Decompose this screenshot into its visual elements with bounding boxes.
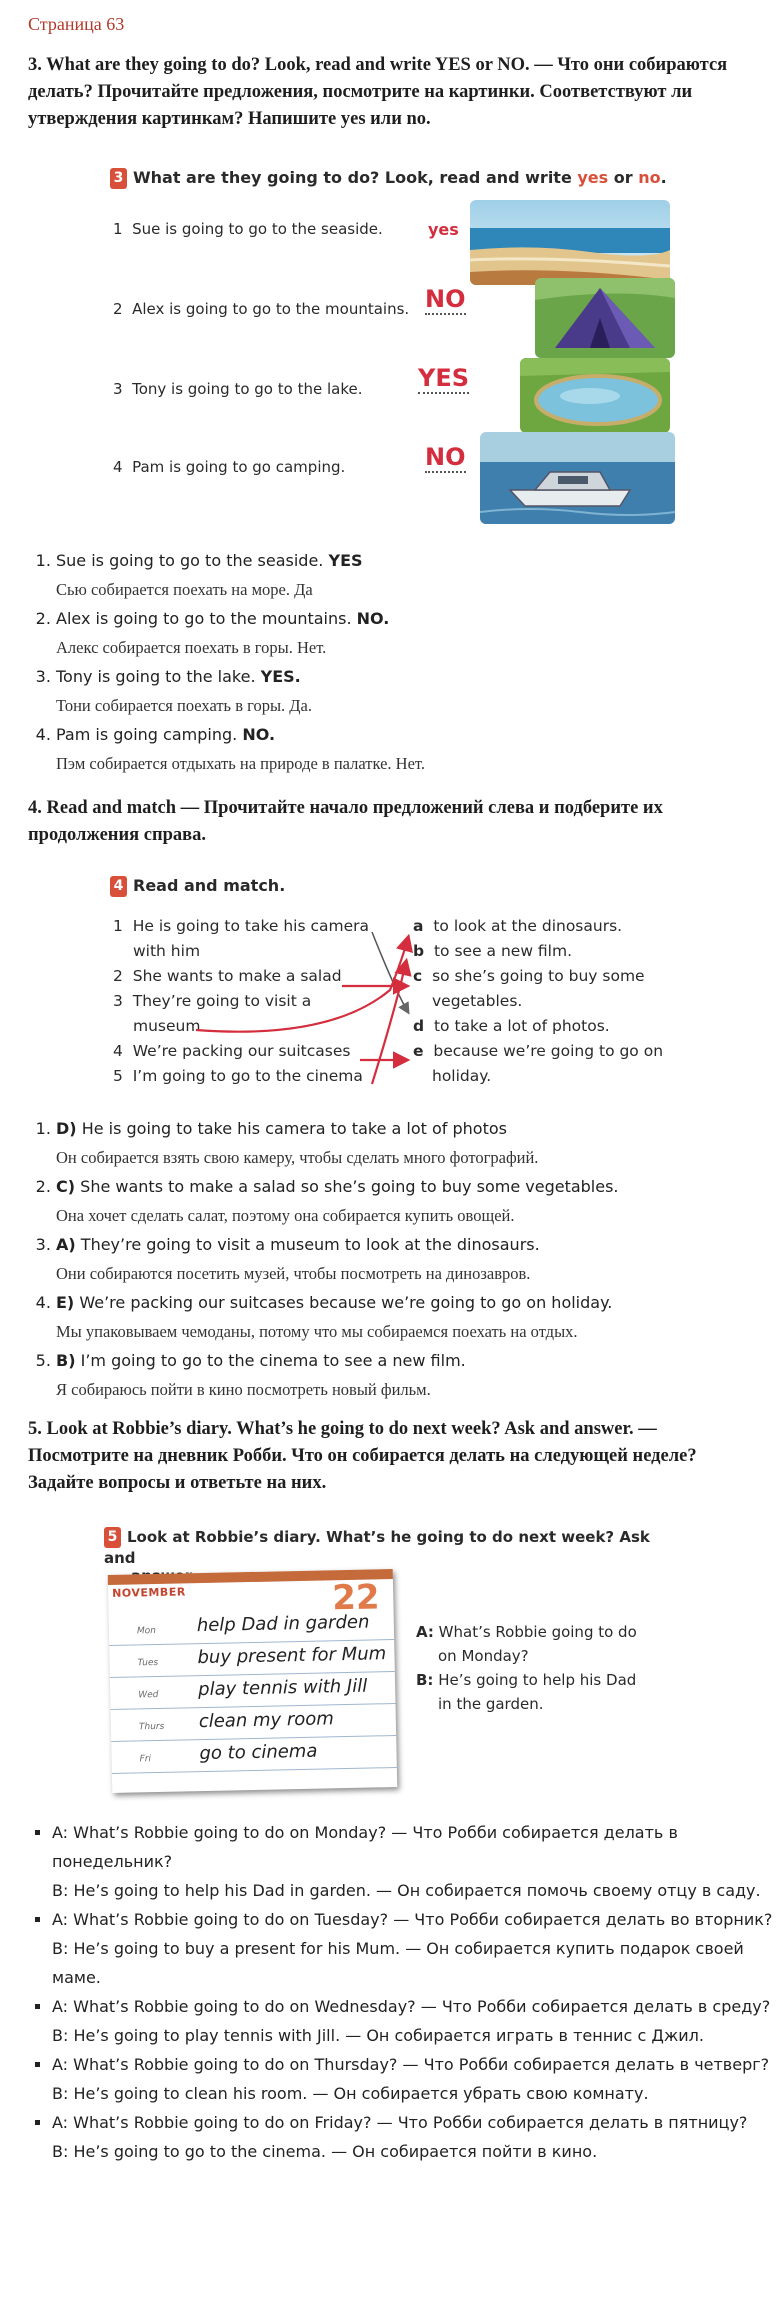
match-right-b: b to see a new film. bbox=[413, 942, 573, 960]
list-item: 5. B) I’m going to go to the cinema to see a new film. Я собираюсь пойти в кино посмотреть новый фильм. bbox=[56, 1346, 781, 1404]
match-right-column: a to look at the dinosaurs. b to see a new film. c so she’s going to buy some vegetables. d to take a lot of photos. e because we’re going to go on holiday. bbox=[413, 914, 683, 1089]
ex3-box-title: 3 What are they going to do? Look, read and write yes or no. bbox=[110, 168, 670, 189]
ex5-box-title: 5 Look at Robbie’s diary. What’s he going to do next week? Ask and bbox=[104, 1528, 650, 1567]
ex3-answer-3: YES bbox=[418, 364, 470, 392]
list-item: 2. Alex is going to go to the mountains. NO. Алекс собирается поехать в горы. Нет. bbox=[56, 604, 776, 662]
diary-row-thurs: Thurs clean my room bbox=[111, 1705, 397, 1742]
list-item: 4. E) We’re packing our suitcases because we’re going to go on holiday. Мы упаковываем чемоданы, потому что мы собираемся поехать на отдых. bbox=[56, 1288, 781, 1346]
list-item: ▪ A: What’s Robbie going to do on Monday? — Что Робби собирается делать в понедельник? B: He’s going to help his Dad in garden. — Он собирается помочь своему отцу в саду. bbox=[52, 1818, 781, 1905]
dialog-a: A: What’s Robbie going to do bbox=[416, 1623, 637, 1641]
list-item: ▪ A: What’s Robbie going to do on Thursday? — Что Робби собирается делать в четверг? B: He’s going to clean his room. — Он собирается убрать свою комнату. bbox=[52, 2050, 781, 2108]
diary-row-fri: Fri go to cinema bbox=[111, 1737, 397, 1774]
match-left-column: 1 He is going to take his camera with him 2 She wants to make a salad 3 They’re going to visit a museum 4 We’re packing our suitcases 5 I’m going to go to the cinema bbox=[113, 914, 383, 1089]
match-left-5: 5 I’m going to go to the cinema bbox=[113, 1067, 363, 1085]
ex5-dialog: A: What’s Robbie going to do on Monday? B: He’s going to help his Dad in the garden. bbox=[416, 1620, 676, 1716]
match-right-c: c so she’s going to buy some bbox=[413, 967, 645, 985]
ex3-item-4: 4 Pam is going to go camping. bbox=[113, 458, 346, 476]
list-item: 3. Tony is going to the lake. YES. Тони собирается поехать в горы. Да. bbox=[56, 662, 776, 720]
list-item: 1. Sue is going to go to the seaside. YES Сью собирается поехать на море. Да bbox=[56, 546, 776, 604]
match-right-d: d to take a lot of photos. bbox=[413, 1017, 610, 1035]
match-right-e: e because we’re going to go on bbox=[413, 1042, 664, 1060]
list-item: 1. D) He is going to take his camera to take a lot of photos Он собирается взять свою камеру, чтобы сделать много фотографий. bbox=[56, 1114, 781, 1172]
page-label: Страница 63 bbox=[28, 14, 125, 34]
ex3-item-1: 1 Sue is going to go to the seaside. bbox=[113, 220, 383, 238]
ex4-heading: 4. Read and match — Прочитайте начало предложений слева и подберите их продолжения справа. bbox=[28, 798, 663, 845]
match-arrows bbox=[0, 0, 781, 1100]
diary-row-wed: Wed play tennis with Jill bbox=[110, 1673, 396, 1710]
ex5-answer-list bbox=[26, 1818, 781, 2166]
match-left-3: 3 They’re going to visit a bbox=[113, 992, 312, 1010]
ex3-answer-2: NO bbox=[425, 285, 466, 313]
ex5-number-badge: 5 bbox=[104, 1527, 121, 1548]
diary-row-mon: Mon help Dad in garden bbox=[109, 1609, 395, 1646]
ex3-heading: 3. What are they going to do? Look, read and write YES or NO. — Что они собираются делать? Прочитайте предложения, посмотрите на картинки. Соответствуют ли утверждения картинкам? Напишите yes или no. bbox=[28, 55, 728, 129]
list-item: 3. A) They’re going to visit a museum to look at the dinosaurs. Они собираются посетить музей, чтобы посмотреть на динозавров. bbox=[56, 1230, 781, 1288]
ex3-answer-4: NO bbox=[425, 443, 466, 471]
ex3-number-badge: 3 bbox=[110, 168, 127, 189]
match-right-a: a to look at the dinosaurs. bbox=[413, 917, 623, 935]
list-item: 2. C) She wants to make a salad so she’s going to buy some vegetables. Она хочет сделать салат, поэтому она собирается купить овощей. bbox=[56, 1172, 781, 1230]
match-left-4: 4 We’re packing our suitcases bbox=[113, 1042, 351, 1060]
diary-month: NOVEMBER bbox=[111, 1585, 186, 1600]
diary-row-tues: Tues buy present for Mum bbox=[109, 1641, 395, 1678]
list-item: ▪ A: What’s Robbie going to do on Tuesday? — Что Робби собирается делать во вторник? B: He’s going to buy a present for his Mum. — Он собирается купить подарок своей маме. bbox=[52, 1905, 781, 1992]
match-left-1: 1 He is going to take his camera bbox=[113, 917, 369, 935]
ex3-answer-1: yes bbox=[428, 220, 459, 239]
ex3-item-2: 2 Alex is going to go to the mountains. bbox=[113, 300, 410, 318]
ex4-number-badge: 4 bbox=[110, 876, 127, 897]
list-item: 4. Pam is going camping. NO. Пэм собирается отдыхать на природе в палатке. Нет. bbox=[56, 720, 776, 778]
dialog-b: B: He’s going to help his Dad bbox=[416, 1671, 637, 1689]
ex4-box-title: 4 Read and match. bbox=[110, 876, 285, 897]
match-left-2: 2 She wants to make a salad bbox=[113, 967, 342, 985]
ex3-item-3: 3 Tony is going to go to the lake. bbox=[113, 380, 363, 398]
ex4-answer-list bbox=[30, 1114, 781, 1404]
ex5-heading: 5. Look at Robbie’s diary. What’s he going to do next week? Ask and answer. — Посмотрите на дневник Робби. Что он собирается делать на следующей неделе? Задайте вопросы и ответьте на них. bbox=[28, 1419, 697, 1493]
list-item: ▪ A: What’s Robbie going to do on Wednesday? — Что Робби собирается делать в среду? B: He’s going to play tennis with Jill. — Он собирается играть в теннис с Джил. bbox=[52, 1992, 781, 2050]
robbie-diary bbox=[108, 1569, 398, 1793]
list-item: ▪ A: What’s Robbie going to do on Friday? — Что Робби собирается делать в пятницу? B: He’s going to go to the cinema. — Он собирается пойти в кино. bbox=[52, 2108, 781, 2166]
diary-date: 22 bbox=[331, 1577, 381, 1619]
